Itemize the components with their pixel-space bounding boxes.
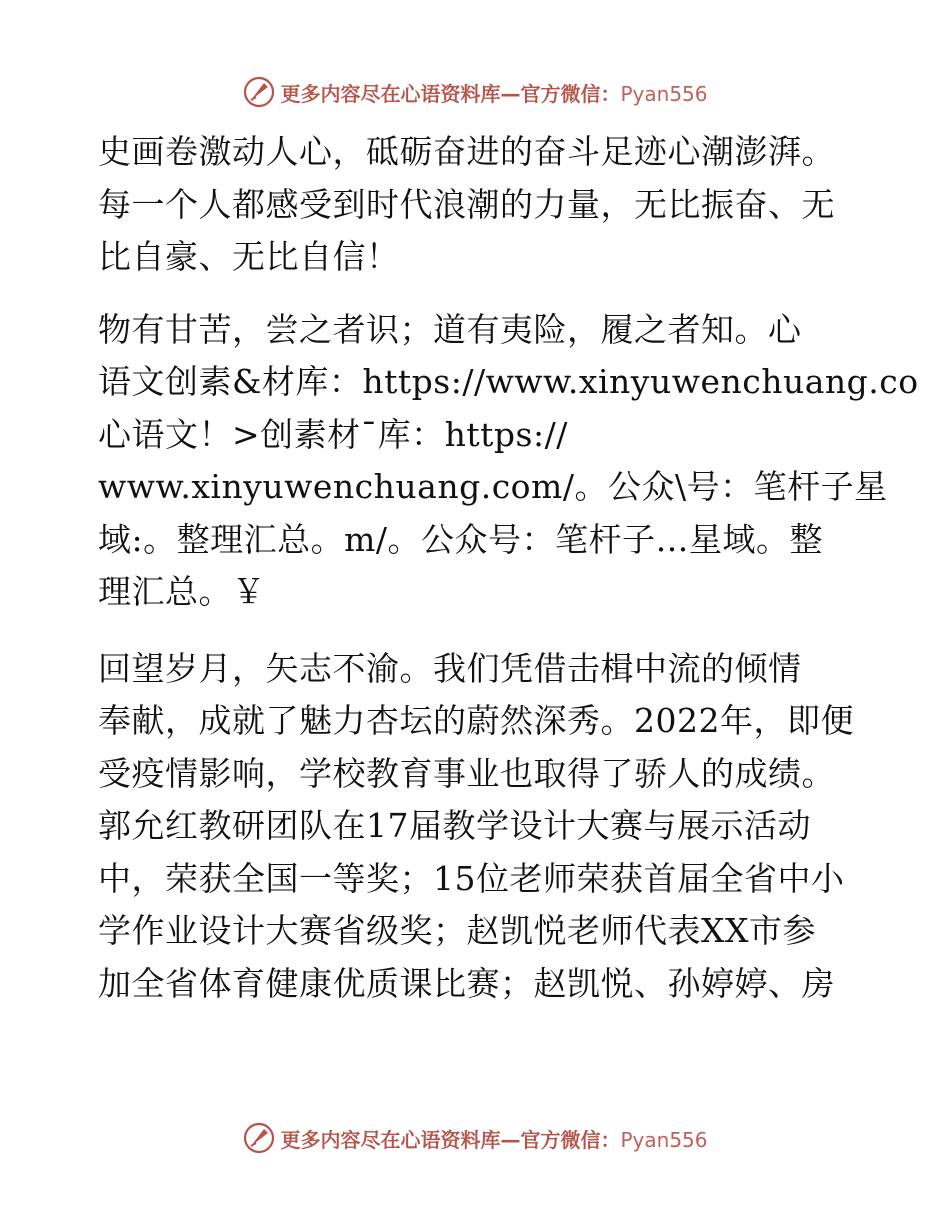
text-line: 加全省体育健康优质课比赛；赵凯悦、孙婷婷、房 — [98, 963, 835, 1003]
text-line: 奉献，成就了魅力杏坛的蔚然深秀。2022年，即便 — [98, 701, 854, 740]
quill-logo-icon — [242, 75, 276, 109]
text-line: 回望岁月，矢志不渝。我们凭借击楫中流的倾情 — [98, 648, 802, 688]
text-line: 学作业设计大赛省级奖；赵凯悦老师代表XX市参 — [98, 911, 816, 950]
text-line: 心语文！>创素材¯库：https:// — [98, 414, 568, 454]
quill-logo-icon — [242, 1121, 276, 1155]
text-line: 理汇总。￥ — [98, 572, 266, 611]
text-line: 物有甘苦，尝之者识；道有夷险，履之者知。心 — [98, 309, 802, 349]
text-line: 语文创素&材库：https://www.xinyuwenchuang.co — [98, 362, 919, 401]
paragraph-2 — [98, 304, 919, 619]
text-line: 每一个人都感受到时代浪潮的力量，无比振奋、无 — [98, 184, 835, 224]
header-wechat-id: Pyan556 — [620, 81, 708, 106]
text-line: 史画卷激动人心，砥砺奋进的奋斗足迹心潮澎湃。 — [98, 132, 835, 171]
text-line: 域:。整理汇总。m/。公众号：笔杆子…星域。整 — [98, 519, 824, 559]
text-line: 受疫情影响，学校教育事业也取得了骄人的成绩。 — [98, 753, 835, 793]
text-line: www.xinyuwenchuang.com/。公众\号：笔杆子星 — [98, 467, 888, 506]
footer-banner — [0, 1118, 950, 1158]
paragraph-1 — [98, 126, 868, 284]
document-body — [98, 126, 919, 1010]
header-banner — [0, 72, 950, 112]
text-line: 郭允红教研团队在17届教学设计大赛与展示活动 — [98, 806, 811, 845]
footer-banner-text: 更多内容尽在心语资料库—官方微信：Pyan556 — [280, 1127, 708, 1152]
footer-wechat-id: Pyan556 — [620, 1127, 708, 1152]
paragraph-3 — [98, 643, 868, 1011]
text-line: 比自豪、无比自信！ — [98, 237, 400, 276]
text-line: 中，荣获全国一等奖；15位老师荣获首届全省中小 — [98, 858, 845, 898]
header-banner-text: 更多内容尽在心语资料库—官方微信：Pyan556 — [280, 81, 708, 106]
